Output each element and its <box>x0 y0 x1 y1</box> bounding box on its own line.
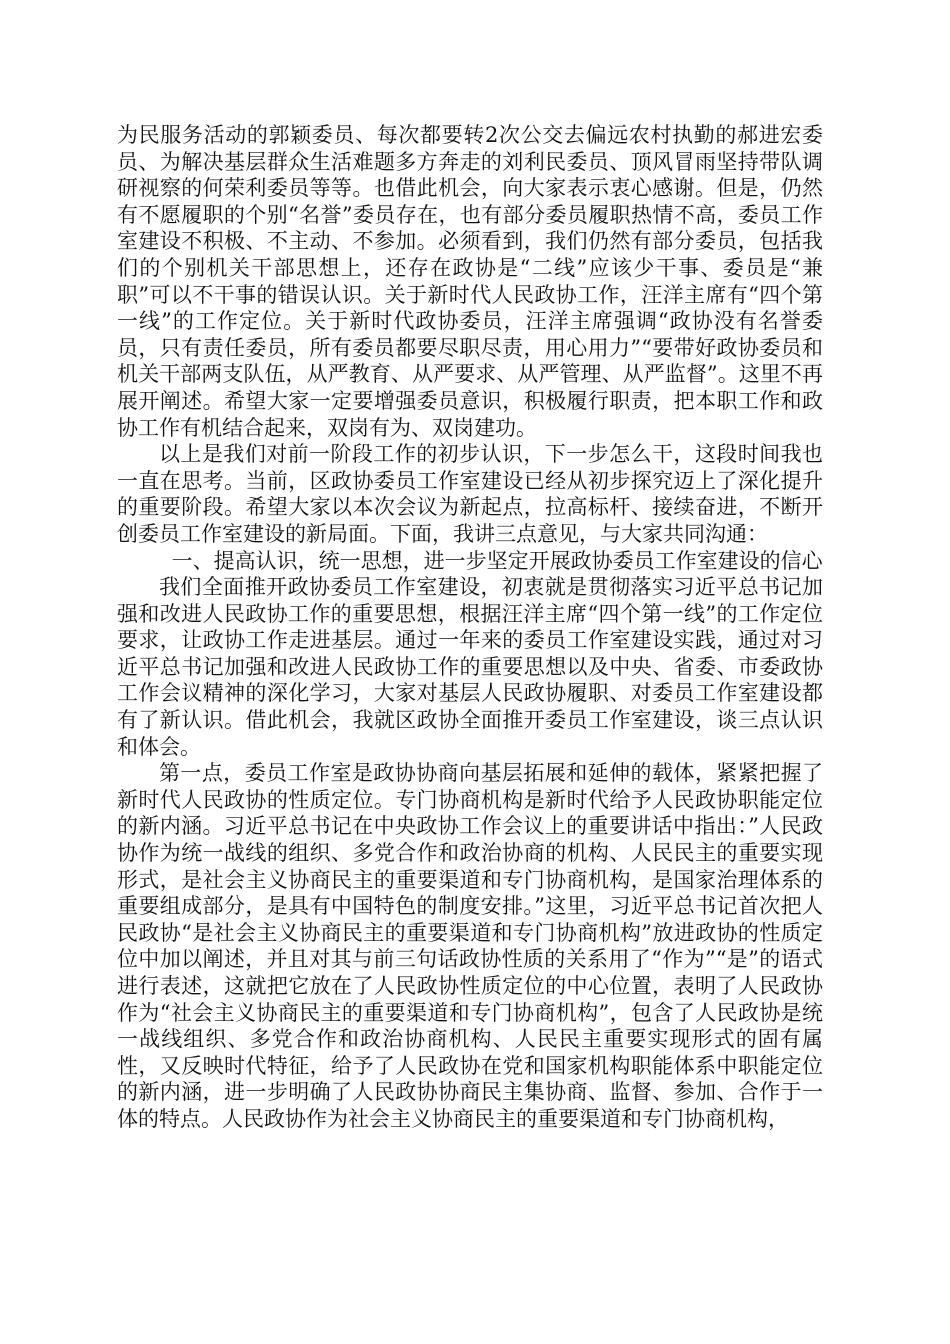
paragraph-next-steps: 以上是我们对前一阶段工作的初步认识，下一步怎么干，这段时间我也一直在思考。当前，区政协委员工作室建设已经从初步探究迈上了深化提升的重要阶段。希望大家以本次会议为新起点，拉高标杆、接续奋进，不断开创委员工作室建设的新局面。下面，我讲三点意见，与大家共同沟通： <box>117 442 823 546</box>
section-heading-1: 一、提高认识，统一思想，进一步坚定开展政协委员工作室建设的信心 <box>171 548 823 573</box>
paragraph-point-one: 第一点，委员工作室是政协协商向基层拓展和延伸的载体，紧紧把握了新时代人民政协的性质定位。专门协商机构是新时代给予人民政协职能定位的新内涵。习近平总书记在中央政协工作会议上的重要讲话中指出：”人民政协作为统一战线的组织、多党合作和政治协商的机构、人民民主的重要实现形式，是社会主义协商民主的重要渠道和专门协商机构，是国家治理体系的重要组成部分，是具有中国特色的制度安排。”这里，习近平总书记首次把人民政协“是社会主义协商民主的重要渠道和专门协商机构”放进政协的性质定位中加以阐述，并且对其与前三句话政协性质的关系用了“作为”“是”的语式进行表述，这就把它放在了人民政协性质定位的中心位置，表明了人民政协作为“社会主义协商民主的重要渠道和专门协商机构”，包含了人民政协是统一战线组织、多党合作和政治协商机构、人民民主重要实现形式的固有属性，又反映时代特征，给予了人民政协在党和国家机构职能体系中职能定位的新内涵，进一步明确了人民政协协商民主集协商、监督、参加、合作于一体的特点。人民政协作为社会主义协商民主的重要渠道和专门协商机构， <box>117 761 823 1131</box>
paragraph-continuation: 为民服务活动的郭颖委员、每次都要转2次公交去偏远农村执勤的郝进宏委员、为解决基层群众生活难题多方奔走的刘利民委员、顶风冒雨坚持带队调研视察的何荣利委员等等。也借此机会，向大家表示衷心感谢。但是，仍然有不愿履职的个别“名誉”委员存在，也有部分委员履职热情不高，委员工作室建设不积极、不主动、不参加。必须看到，我们仍然有部分委员，包括我们的个别机关干部思想上，还存在政协是“二线”应该少干事、委员是“兼职”可以不干事的错误认识。关于新时代人民政协工作，汪洋主席有“四个第一线”的工作定位。关于新时代政协委员，汪洋主席强调“政协没有名誉委员，只有责任委员，所有委员都要尽职尽责，用心用力”“要带好政协委员和机关干部两支队伍，从严教育、从严要求、从严管理、从严监督”。这里不再展开阐述。希望大家一定要增强委员意识，积极履行职责，把本职工作和政协工作有机结合起来，双岗有为、双岗建功。 <box>117 123 823 440</box>
paragraph-studio-purpose: 我们全面推开政协委员工作室建设，初衷就是贯彻落实习近平总书记加强和改进人民政协工作的重要思想，根据汪洋主席“四个第一线”的工作定位要求，让政协工作走进基层。通过一年来的委员工作室建设实践，通过对习近平总书记加强和改进人民政协工作的重要思想以及中央、省委、市委政协工作会议精神的深化学习，大家对基层人民政协履职、对委员工作室建设都有了新认识。借此机会，我就区政协全面推开委员工作室建设，谈三点认识和体会。 <box>117 575 823 759</box>
document-body <box>117 122 823 1133</box>
